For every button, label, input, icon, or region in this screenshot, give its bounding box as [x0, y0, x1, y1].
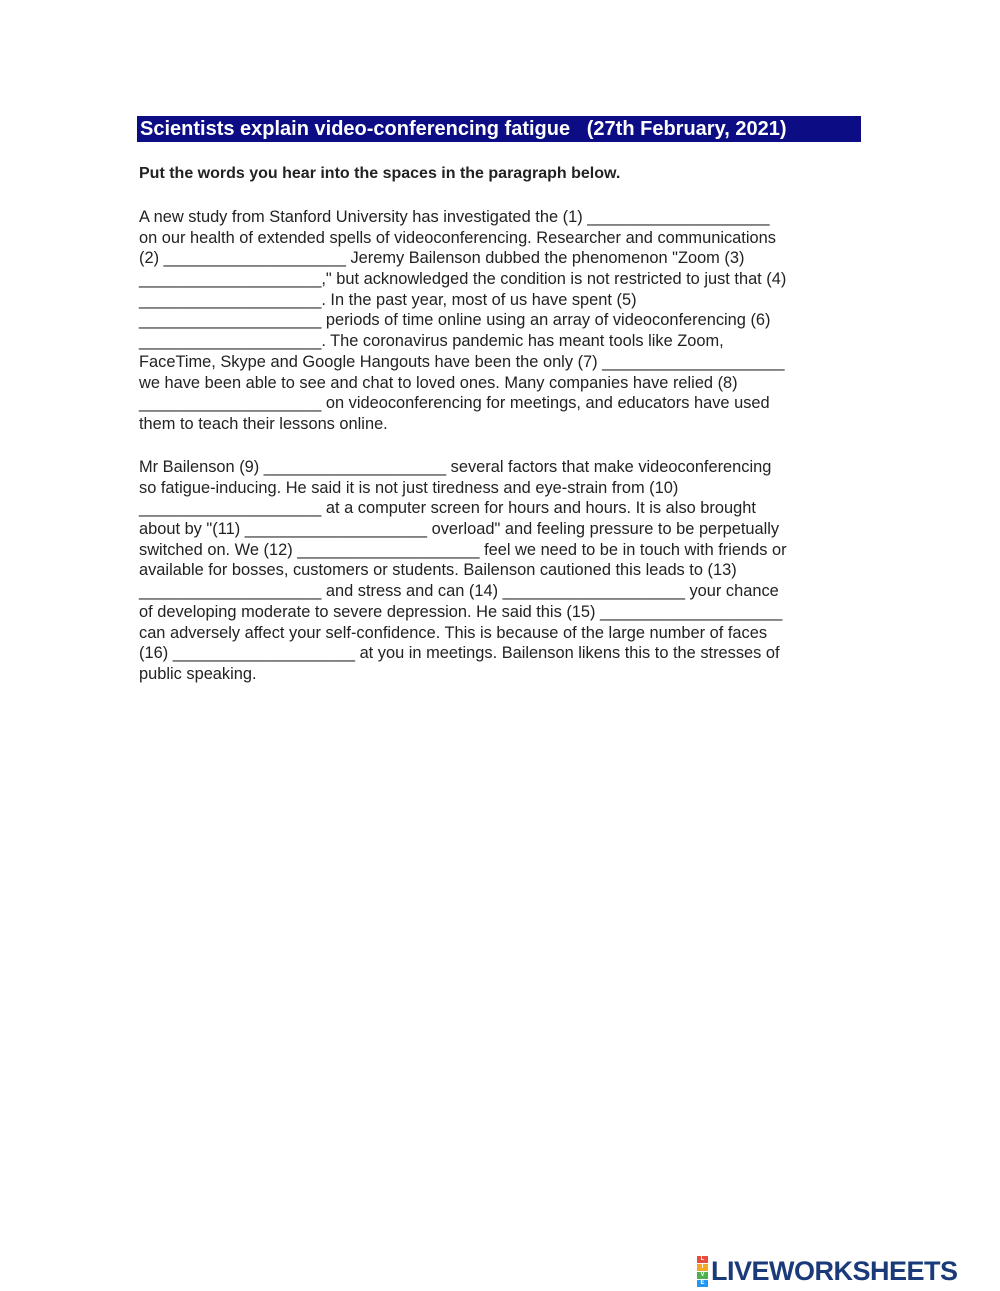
paragraph-line: switched on. We (12) ____________________ feel we need to be in touch with friends or — [139, 540, 787, 559]
paragraph-line: FaceTime, Skype and Google Hangouts have been the only (7) ____________________ — [139, 352, 785, 371]
paragraph-line: ____________________. In the past year, most of us have spent (5) — [139, 290, 637, 309]
paragraph-line: them to teach their lessons online. — [139, 414, 388, 433]
paragraph-line: we have been able to see and chat to loved ones. Many companies have relied (8) — [139, 373, 738, 392]
paragraph-line: on our health of extended spells of videoconferencing. Researcher and communications — [139, 228, 776, 247]
paragraph-1 — [139, 207, 786, 435]
paragraph-line: of developing moderate to severe depression. He said this (15) ____________________ — [139, 602, 783, 621]
logo-block-e: E — [697, 1280, 708, 1287]
paragraph-line: (16) ____________________ at you in meetings. Bailenson likens this to the stresses of — [139, 644, 780, 663]
liveworksheets-logo — [697, 1256, 958, 1286]
paragraph-line: available for bosses, customers or students. Bailenson cautioned this leads to (13) — [139, 561, 737, 580]
instruction-text: Put the words you hear into the spaces in the paragraph below. — [139, 165, 621, 182]
paragraph-line: ____________________ at a computer screen for hours and hours. It is also brought — [139, 499, 756, 518]
paragraph-line: public speaking. — [139, 664, 257, 683]
worksheet-title: Scientists explain video-conferencing fatigue (27th February, 2021) — [137, 116, 861, 142]
logo-text: LIVEWORKSHEETS — [711, 1256, 958, 1286]
logo-block-l: L — [697, 1256, 708, 1263]
paragraph-line: ____________________ periods of time online using an array of videoconferencing (6) — [139, 311, 771, 330]
paragraph-line: Mr Bailenson (9) ____________________ several factors that make videoconferencing — [139, 458, 772, 476]
paragraph-line: ____________________ on videoconferencing for meetings, and educators have used — [139, 394, 770, 413]
paragraph-line: can adversely affect your self-confidence. This is because of the large number of faces — [139, 623, 768, 642]
paragraph-line: ____________________ and stress and can (14) ____________________ your chance — [139, 582, 779, 601]
logo-block-v: V — [697, 1272, 708, 1279]
paragraph-line: ____________________. The coronavirus pandemic has meant tools like Zoom, — [139, 332, 724, 351]
paragraph-line: A new study from Stanford University has investigated the (1) ____________________ — [139, 208, 770, 226]
logo-block-i: I — [697, 1264, 708, 1271]
paragraph-line: about by "(11) ____________________ overload" and feeling pressure to be perpetually — [139, 520, 780, 539]
paragraph-line: ____________________," but acknowledged the condition is not restricted to just that (4) — [139, 270, 787, 289]
logo-blocks-icon — [697, 1256, 708, 1287]
paragraph-2 — [139, 457, 787, 685]
paragraph-line: (2) ____________________ Jeremy Bailenson dubbed the phenomenon "Zoom (3) — [139, 249, 745, 268]
paragraph-line: so fatigue-inducing. He said it is not just tiredness and eye-strain from (10) — [139, 478, 679, 497]
